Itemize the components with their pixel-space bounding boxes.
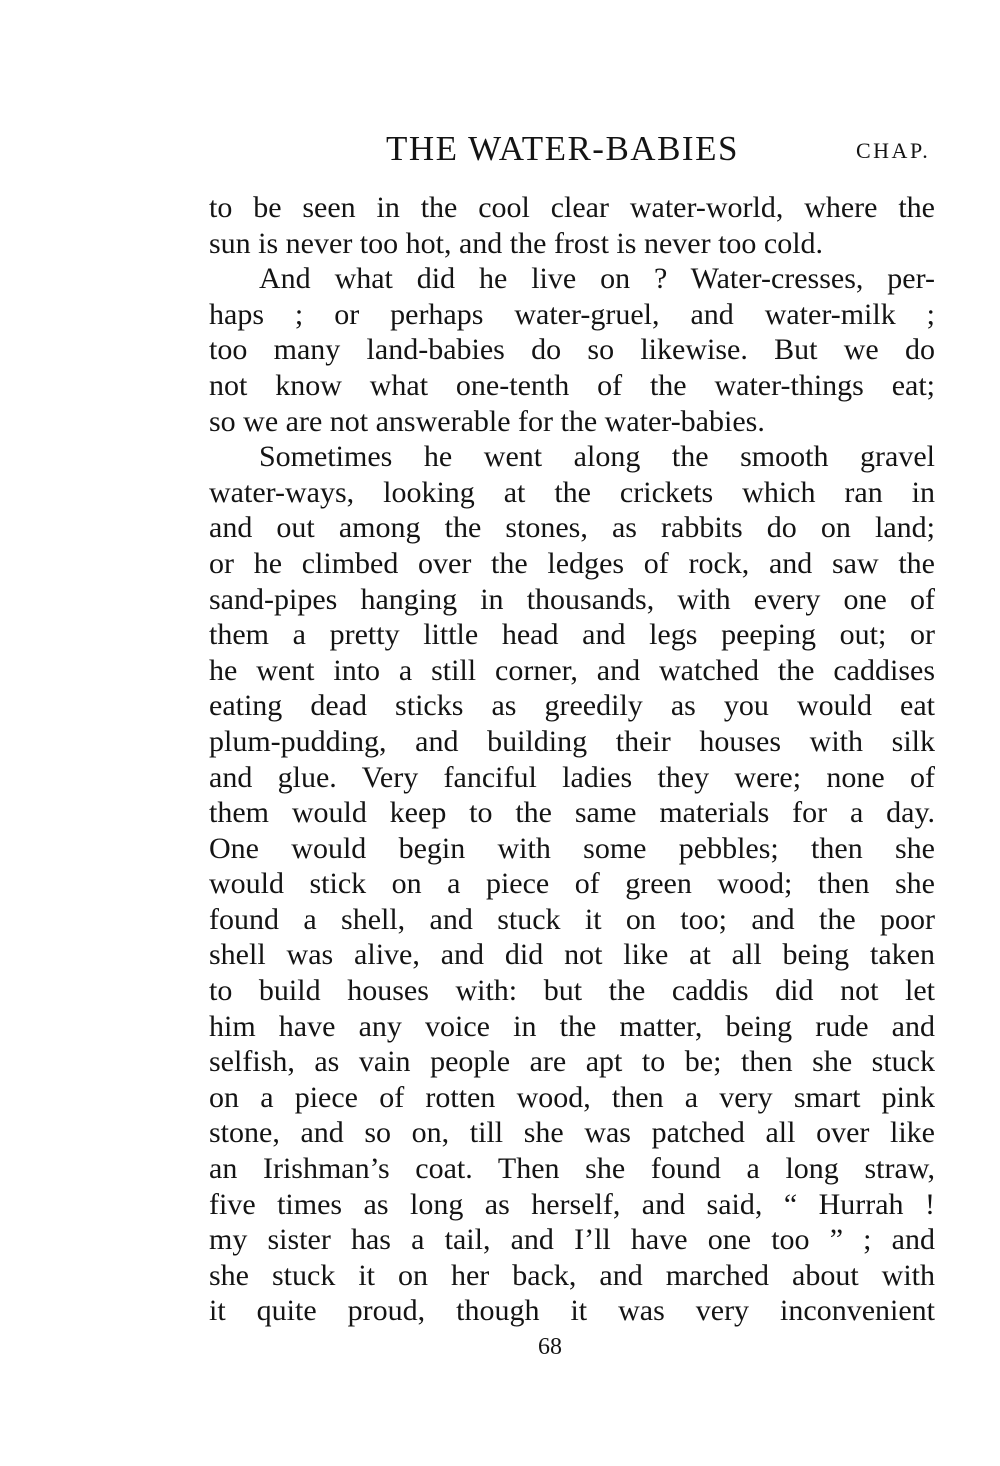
text-line: an Irishman’s coat. Then she found a long straw,	[209, 1152, 935, 1186]
text-line: too many land-babies do so likewise. But we do	[209, 333, 935, 367]
text-line: not know what one-tenth of the water-things eat;	[209, 368, 935, 402]
text-line: he went into a still corner, and watched the caddises	[209, 653, 935, 687]
running-head	[0, 125, 1000, 173]
page-number: 68	[538, 1334, 562, 1360]
text-line: One would begin with some pebbles; then she	[209, 831, 935, 865]
text-line: sand-pipes hanging in thousands, with every one of	[209, 582, 935, 616]
text-line: it quite proud, though it was very inconvenient	[209, 1294, 935, 1328]
text-line: shell was alive, and did not like at all being taken	[209, 938, 935, 972]
text-line: him have any voice in the matter, being rude and	[209, 1009, 935, 1043]
text-line: and glue. Very fanciful ladies they were; none of	[209, 760, 935, 794]
text-line: five times as long as herself, and said, “ Hurrah !	[209, 1187, 935, 1221]
text-line: them would keep to the same materials for a day.	[209, 796, 935, 830]
text-line: she stuck it on her back, and marched about with	[209, 1258, 935, 1292]
text-line: on a piece of rotten wood, then a very smart pink	[209, 1080, 935, 1114]
text-line: selfish, as vain people are apt to be; then she stuck	[209, 1045, 935, 1079]
text-line: stone, and so on, till she was patched all over like	[209, 1116, 935, 1150]
text-line: to build houses with: but the caddis did not let	[209, 974, 935, 1008]
text-line: would stick on a piece of green wood; then she	[209, 867, 935, 901]
text-line: haps ; or perhaps water-gruel, and water-milk ;	[209, 297, 935, 331]
text-line: them a pretty little head and legs peeping out; or	[209, 618, 935, 652]
text-line: or he climbed over the ledges of rock, and saw the	[209, 546, 935, 580]
text-line: sun is never too hot, and the frost is never too cold.	[209, 226, 824, 260]
text-line: eating dead sticks as greedily as you would eat	[209, 689, 935, 723]
text-line: to be seen in the cool clear water-world, where the	[209, 191, 935, 224]
text-line: my sister has a tail, and I’ll have one too ” ; and	[209, 1223, 935, 1257]
text-line: And what did he live on ? Water-cresses, per-	[259, 262, 935, 296]
text-line: and out among the stones, as rabbits do on land;	[209, 511, 935, 545]
text-line: water-ways, looking at the crickets which ran in	[209, 475, 935, 509]
text-line: found a shell, and stuck it on too; and the poor	[209, 902, 935, 936]
book-title: THE WATER-BABIES	[386, 129, 739, 168]
body-text	[209, 190, 935, 1329]
chapter-label: CHAP.	[856, 138, 931, 163]
text-line: so we are not answerable for the water-babies.	[209, 404, 765, 438]
text-line: Sometimes he went along the smooth gravel	[259, 440, 935, 474]
text-line: plum-pudding, and building their houses with silk	[209, 724, 935, 758]
